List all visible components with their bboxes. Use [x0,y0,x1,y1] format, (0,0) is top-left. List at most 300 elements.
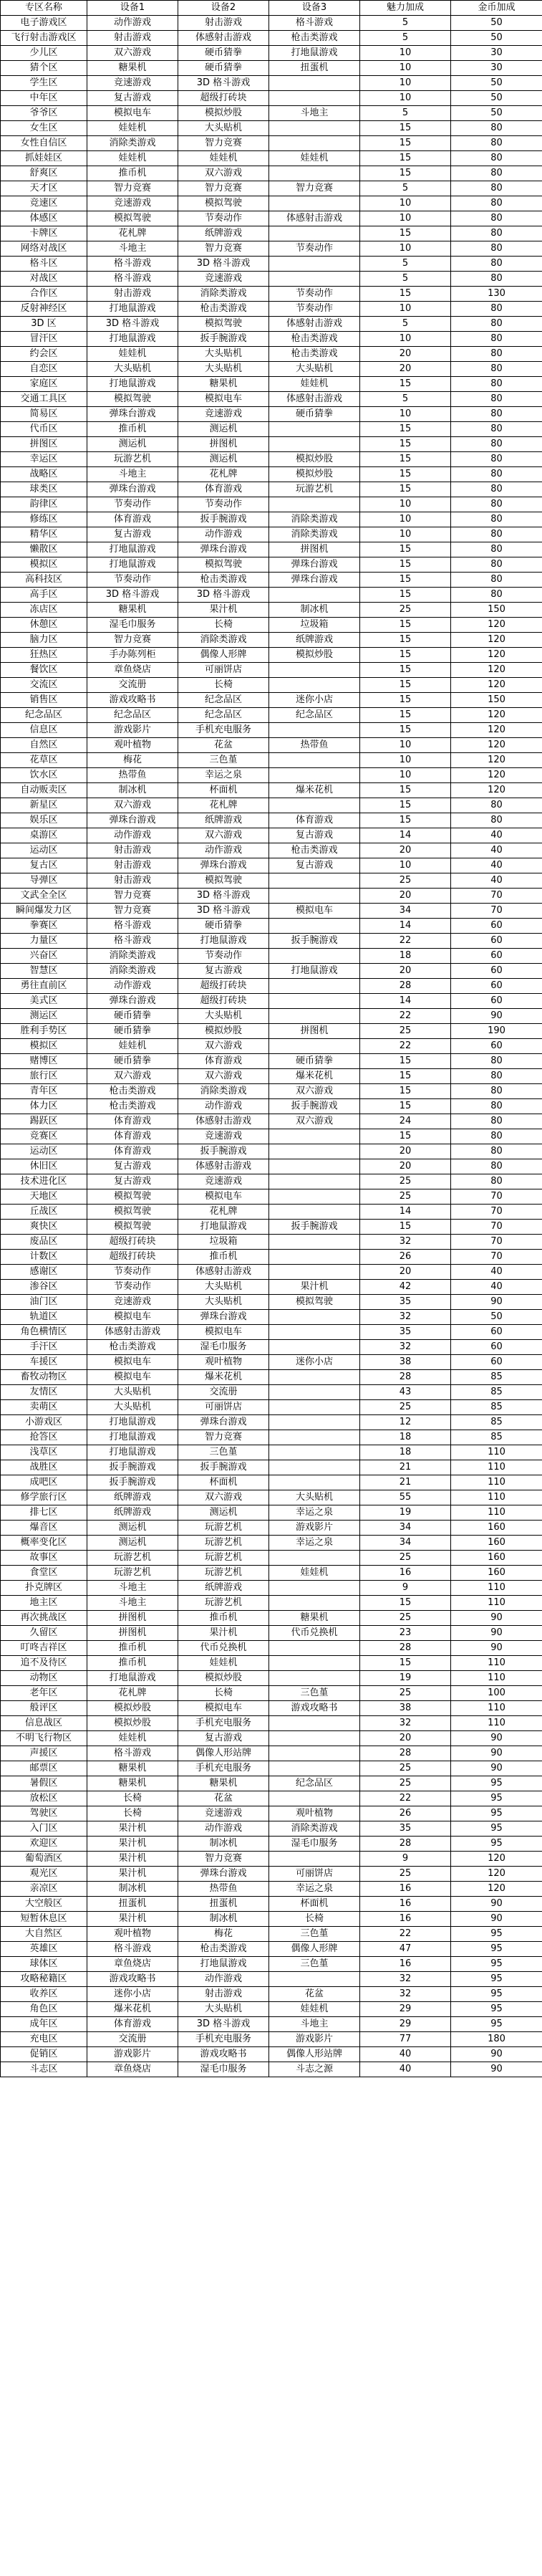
device-3-cell: 可丽饼店 [269,1867,360,1882]
coin-bonus-cell: 70 [451,1235,542,1250]
device-1-cell: 章鱼烧店 [87,2062,178,2077]
charm-bonus-cell: 18 [360,1430,451,1445]
device-2-cell: 硬币猜拳 [178,46,269,61]
zone-name-cell: 卖萌区 [1,1400,87,1415]
zone-name-cell: 赌博区 [1,1054,87,1069]
coin-bonus-cell: 40 [451,828,542,843]
device-1-cell: 纸牌游戏 [87,1490,178,1505]
zone-name-cell: 竞速区 [1,196,87,211]
device-3-cell [269,121,360,136]
coin-bonus-cell: 120 [451,663,542,678]
zone-name-cell: 久留区 [1,1626,87,1641]
table-row [1,1265,542,1280]
table-row [1,753,542,768]
table-row [1,1686,542,1701]
device-3-cell: 枪击类游戏 [269,347,360,362]
device-3-cell: 硬币猜拳 [269,1054,360,1069]
coin-bonus-cell: 120 [451,678,542,693]
device-2-cell: 模拟驾驶 [178,317,269,332]
device-1-cell: 打地鼠游戏 [87,332,178,347]
zone-name-cell: 爆音区 [1,1521,87,1536]
charm-bonus-cell: 20 [360,964,451,979]
device-3-cell [269,1445,360,1460]
charm-bonus-cell: 34 [360,904,451,919]
table-row [1,226,542,241]
device-3-cell [269,949,360,964]
coin-bonus-cell: 90 [451,1009,542,1024]
device-2-cell: 竞速游戏 [178,1806,269,1821]
table-row [1,1716,542,1731]
device-1-cell: 枪击类游戏 [87,1340,178,1355]
device-2-cell: 复古游戏 [178,964,269,979]
coin-bonus-cell: 95 [451,1806,542,1821]
zone-name-cell: 模拟区 [1,1039,87,1054]
coin-bonus-cell: 40 [451,1265,542,1280]
table-row [1,1325,542,1340]
device-1-cell: 体育游戏 [87,512,178,527]
device-2-cell: 玩游艺机 [178,1566,269,1581]
zone-name-cell: 交流区 [1,678,87,693]
table-row [1,919,542,934]
coin-bonus-cell: 30 [451,46,542,61]
charm-bonus-cell: 15 [360,723,451,738]
charm-bonus-cell: 25 [360,1174,451,1189]
device-1-cell: 长椅 [87,1791,178,1806]
device-1-cell: 消除类游戏 [87,136,178,151]
table-row [1,166,542,181]
charm-bonus-cell: 15 [360,1069,451,1084]
table-row [1,1475,542,1490]
device-3-cell [269,1159,360,1174]
table-row [1,1370,542,1385]
charm-bonus-cell: 15 [360,813,451,828]
device-1-cell: 竞速游戏 [87,1295,178,1310]
device-1-cell: 测运机 [87,1536,178,1551]
coin-bonus-cell: 110 [451,1445,542,1460]
device-3-cell: 枪击类游戏 [269,332,360,347]
device-2-cell: 节奏动作 [178,497,269,512]
device-2-cell: 测运机 [178,422,269,437]
coin-bonus-cell: 130 [451,287,542,302]
device-3-cell [269,136,360,151]
coin-bonus-cell: 80 [451,241,542,257]
charm-bonus-cell: 15 [360,1129,451,1144]
charm-bonus-cell: 5 [360,257,451,272]
device-1-cell: 果汁机 [87,1852,178,1867]
zone-name-cell: 卡牌区 [1,226,87,241]
device-1-cell: 斗地主 [87,467,178,482]
zone-name-cell: 油门区 [1,1295,87,1310]
device-1-cell: 超级打砖块 [87,1235,178,1250]
charm-bonus-cell: 15 [360,618,451,633]
device-2-cell: 3D 格斗游戏 [178,257,269,272]
table-row [1,1867,542,1882]
coin-bonus-cell: 110 [451,1701,542,1716]
zone-name-cell: 少儿区 [1,46,87,61]
device-2-cell: 代币兑换机 [178,1641,269,1656]
device-3-cell [269,1852,360,1867]
coin-bonus-cell: 120 [451,708,542,723]
charm-bonus-cell: 18 [360,1445,451,1460]
device-3-cell: 体感射击游戏 [269,211,360,226]
device-1-cell: 花札牌 [87,226,178,241]
zone-name-cell: 女性自信区 [1,136,87,151]
coin-bonus-cell: 150 [451,693,542,708]
coin-bonus-cell: 110 [451,1490,542,1505]
device-2-cell: 扳手腕游戏 [178,1144,269,1159]
charm-bonus-cell: 22 [360,1791,451,1806]
coin-bonus-cell: 80 [451,1159,542,1174]
device-3-cell [269,1144,360,1159]
coin-bonus-cell: 60 [451,919,542,934]
zone-name-cell: 交通工具区 [1,392,87,407]
charm-bonus-cell: 21 [360,1475,451,1490]
table-row [1,1129,542,1144]
device-1-cell: 扳手腕游戏 [87,1475,178,1490]
coin-bonus-cell: 120 [451,753,542,768]
zone-name-cell: 叮咚吉祥区 [1,1641,87,1656]
charm-bonus-cell: 25 [360,1189,451,1205]
zone-name-cell: 收养区 [1,1987,87,2002]
device-2-cell: 复古游戏 [178,1731,269,1746]
device-1-cell: 模拟驾驶 [87,1205,178,1220]
device-2-cell: 竞速游戏 [178,1129,269,1144]
device-3-cell: 斗地主 [269,106,360,121]
device-2-cell: 制冰机 [178,1912,269,1927]
table-row [1,1220,542,1235]
charm-bonus-cell: 5 [360,106,451,121]
col-header-charm-bonus: 魅力加成 [360,1,451,16]
charm-bonus-cell: 10 [360,302,451,317]
charm-bonus-cell: 14 [360,828,451,843]
zone-name-cell: 亲凉区 [1,1882,87,1897]
device-1-cell: 打地鼠游戏 [87,1445,178,1460]
charm-bonus-cell: 32 [360,1972,451,1987]
coin-bonus-cell: 80 [451,302,542,317]
charm-bonus-cell: 15 [360,121,451,136]
device-2-cell: 纸牌游戏 [178,1581,269,1596]
device-3-cell: 弹珠台游戏 [269,573,360,588]
coin-bonus-cell: 80 [451,332,542,347]
zone-name-cell: 3D 区 [1,317,87,332]
table-row [1,1776,542,1791]
device-2-cell: 动作游戏 [178,1099,269,1114]
device-2-cell: 杯面机 [178,783,269,798]
table-row [1,512,542,527]
charm-bonus-cell: 20 [360,1731,451,1746]
table-row [1,1235,542,1250]
device-2-cell: 3D 格斗游戏 [178,904,269,919]
device-3-cell: 扭蛋机 [269,61,360,76]
device-3-cell: 体育游戏 [269,813,360,828]
table-row [1,1310,542,1325]
coin-bonus-cell: 80 [451,1099,542,1114]
device-3-cell [269,437,360,452]
table-row [1,904,542,919]
device-1-cell: 节奏动作 [87,1265,178,1280]
coin-bonus-cell: 110 [451,1656,542,1671]
device-1-cell: 拼图机 [87,1626,178,1641]
zone-name-cell: 手汗区 [1,1340,87,1355]
table-row [1,618,542,633]
zone-name-cell: 体感区 [1,211,87,226]
zone-name-cell: 声援区 [1,1746,87,1761]
coin-bonus-cell: 80 [451,482,542,497]
table-row [1,768,542,783]
table-row [1,557,542,573]
charm-bonus-cell: 10 [360,196,451,211]
table-row [1,588,542,603]
charm-bonus-cell: 43 [360,1385,451,1400]
device-2-cell: 大头贴机 [178,1009,269,1024]
charm-bonus-cell: 20 [360,889,451,904]
charm-bonus-cell: 15 [360,573,451,588]
table-row [1,1445,542,1460]
zone-name-cell: 角色区 [1,2002,87,2017]
table-row [1,31,542,46]
zone-name-cell: 概率变化区 [1,1536,87,1551]
device-1-cell: 章鱼烧店 [87,1957,178,1972]
table-row [1,302,542,317]
table-row [1,1114,542,1129]
device-2-cell: 3D 格斗游戏 [178,889,269,904]
device-3-cell: 消除类游戏 [269,1821,360,1837]
device-1-cell: 格斗游戏 [87,272,178,287]
coin-bonus-cell: 190 [451,1024,542,1039]
coin-bonus-cell: 80 [451,497,542,512]
coin-bonus-cell: 90 [451,1626,542,1641]
device-3-cell: 爆米花机 [269,1069,360,1084]
charm-bonus-cell: 15 [360,437,451,452]
coin-bonus-cell: 90 [451,1295,542,1310]
device-2-cell: 大头贴机 [178,347,269,362]
device-1-cell: 动作游戏 [87,979,178,994]
device-2-cell: 大头贴机 [178,1280,269,1295]
device-3-cell [269,1716,360,1731]
device-1-cell: 娃娃机 [87,347,178,362]
device-3-cell: 扳手腕游戏 [269,1099,360,1114]
device-3-cell [269,1129,360,1144]
table-row [1,76,542,91]
table-row [1,317,542,332]
device-1-cell: 长椅 [87,1806,178,1821]
charm-bonus-cell: 14 [360,994,451,1009]
zone-name-cell: 舒爽区 [1,166,87,181]
device-3-cell: 游戏影片 [269,1521,360,1536]
table-row [1,347,542,362]
device-3-cell: 枪击类游戏 [269,31,360,46]
zone-name-cell: 力量区 [1,934,87,949]
device-1-cell: 糖果机 [87,1761,178,1776]
zone-name-cell: 高科技区 [1,573,87,588]
charm-bonus-cell: 5 [360,31,451,46]
device-3-cell: 垃圾箱 [269,618,360,633]
table-row [1,1084,542,1099]
charm-bonus-cell: 5 [360,272,451,287]
device-3-cell [269,1761,360,1776]
charm-bonus-cell: 35 [360,1295,451,1310]
table-row [1,91,542,106]
device-1-cell: 游戏影片 [87,2047,178,2062]
device-3-cell [269,1400,360,1415]
device-3-cell: 复古游戏 [269,858,360,873]
coin-bonus-cell: 30 [451,61,542,76]
zone-name-cell: 青年区 [1,1084,87,1099]
table-row [1,121,542,136]
device-3-cell [269,1310,360,1325]
charm-bonus-cell: 29 [360,2017,451,2032]
table-row [1,1912,542,1927]
coin-bonus-cell: 80 [451,813,542,828]
table-row [1,241,542,257]
coin-bonus-cell: 40 [451,873,542,889]
device-2-cell: 射击游戏 [178,16,269,31]
col-header-device-1: 设备1 [87,1,178,16]
table-row [1,798,542,813]
table-row [1,106,542,121]
device-3-cell: 纪念品区 [269,1776,360,1791]
device-1-cell: 章鱼烧店 [87,663,178,678]
coin-bonus-cell: 95 [451,1791,542,1806]
zone-name-cell: 勇往直前区 [1,979,87,994]
device-3-cell [269,1370,360,1385]
table-row [1,1731,542,1746]
zone-name-cell: 入门区 [1,1821,87,1837]
coin-bonus-cell: 180 [451,2032,542,2047]
device-3-cell [269,422,360,437]
device-3-cell [269,1009,360,1024]
coin-bonus-cell: 70 [451,1250,542,1265]
zone-name-cell: 电子游戏区 [1,16,87,31]
zone-name-cell: 简易区 [1,407,87,422]
coin-bonus-cell: 80 [451,257,542,272]
coin-bonus-cell: 80 [451,1069,542,1084]
coin-bonus-cell: 60 [451,1355,542,1370]
device-1-cell: 打地鼠游戏 [87,1430,178,1445]
zone-name-cell: 约会区 [1,347,87,362]
zone-name-cell: 格斗区 [1,257,87,272]
zone-name-cell: 大空般区 [1,1897,87,1912]
device-3-cell: 三色堇 [269,1927,360,1942]
device-1-cell: 模拟驾驶 [87,211,178,226]
zone-name-cell: 丘战区 [1,1205,87,1220]
device-3-cell [269,166,360,181]
zone-name-cell: 欢迎区 [1,1837,87,1852]
device-1-cell: 手办陈列柜 [87,648,178,663]
device-3-cell: 枪击类游戏 [269,843,360,858]
zone-name-cell: 渗谷区 [1,1280,87,1295]
device-3-cell: 娃娃机 [269,377,360,392]
table-row [1,257,542,272]
device-2-cell: 交流册 [178,1385,269,1400]
device-3-cell [269,257,360,272]
coin-bonus-cell: 80 [451,573,542,588]
coin-bonus-cell: 80 [451,317,542,332]
device-3-cell: 拼图机 [269,1024,360,1039]
zone-name-cell: 技术进化区 [1,1174,87,1189]
device-3-cell: 格斗游戏 [269,16,360,31]
device-2-cell: 竞速游戏 [178,1174,269,1189]
charm-bonus-cell: 55 [360,1490,451,1505]
device-1-cell: 果汁机 [87,1837,178,1852]
device-2-cell: 纸牌游戏 [178,226,269,241]
table-row [1,196,542,211]
table-row [1,1250,542,1265]
device-1-cell: 梅花 [87,753,178,768]
zone-name-cell: 精华区 [1,527,87,542]
coin-bonus-cell: 70 [451,1189,542,1205]
table-row [1,1460,542,1475]
device-2-cell: 超级打砖块 [178,979,269,994]
charm-bonus-cell: 15 [360,166,451,181]
zone-name-cell: 学生区 [1,76,87,91]
table-row [1,813,542,828]
coin-bonus-cell: 160 [451,1566,542,1581]
device-3-cell: 模拟炒股 [269,648,360,663]
charm-bonus-cell: 12 [360,1415,451,1430]
device-1-cell: 弹珠台游戏 [87,813,178,828]
table-row [1,783,542,798]
table-row [1,1024,542,1039]
coin-bonus-cell: 150 [451,603,542,618]
charm-bonus-cell: 25 [360,1400,451,1415]
coin-bonus-cell: 90 [451,1641,542,1656]
device-3-cell [269,1235,360,1250]
table-row [1,1521,542,1536]
device-1-cell: 智力竞赛 [87,889,178,904]
table-row [1,332,542,347]
device-2-cell: 弹珠台游戏 [178,542,269,557]
charm-bonus-cell: 42 [360,1280,451,1295]
device-3-cell [269,979,360,994]
device-2-cell: 大头贴机 [178,1295,269,1310]
coin-bonus-cell: 40 [451,1280,542,1295]
zone-name-cell: 驾驶区 [1,1806,87,1821]
coin-bonus-cell: 80 [451,1174,542,1189]
charm-bonus-cell: 10 [360,332,451,347]
coin-bonus-cell: 85 [451,1370,542,1385]
zone-name-cell: 自然区 [1,738,87,753]
coin-bonus-cell: 80 [451,1114,542,1129]
device-1-cell: 枪击类游戏 [87,1099,178,1114]
coin-bonus-cell: 110 [451,1596,542,1611]
device-1-cell: 模拟电车 [87,106,178,121]
device-3-cell: 弹珠台游戏 [269,557,360,573]
zone-name-cell: 畜牧动物区 [1,1370,87,1385]
charm-bonus-cell: 15 [360,1099,451,1114]
device-3-cell [269,1475,360,1490]
table-row [1,1701,542,1716]
device-1-cell: 射击游戏 [87,858,178,873]
zone-name-cell: 反射神经区 [1,302,87,317]
table-row [1,467,542,482]
coin-bonus-cell: 80 [451,377,542,392]
device-3-cell [269,1791,360,1806]
zone-name-cell: 自动贩卖区 [1,783,87,798]
device-3-cell: 模拟炒股 [269,452,360,467]
device-1-cell: 体育游戏 [87,2017,178,2032]
device-2-cell: 花札牌 [178,798,269,813]
zone-name-cell: 追不及待区 [1,1656,87,1671]
charm-bonus-cell: 32 [360,1310,451,1325]
device-2-cell: 玩游艺机 [178,1521,269,1536]
zone-name-cell: 邮票区 [1,1761,87,1776]
device-2-cell: 幸运之泉 [178,768,269,783]
device-2-cell: 节奏动作 [178,211,269,226]
device-3-cell [269,1174,360,1189]
device-1-cell: 打地鼠游戏 [87,1671,178,1686]
coin-bonus-cell: 120 [451,1852,542,1867]
